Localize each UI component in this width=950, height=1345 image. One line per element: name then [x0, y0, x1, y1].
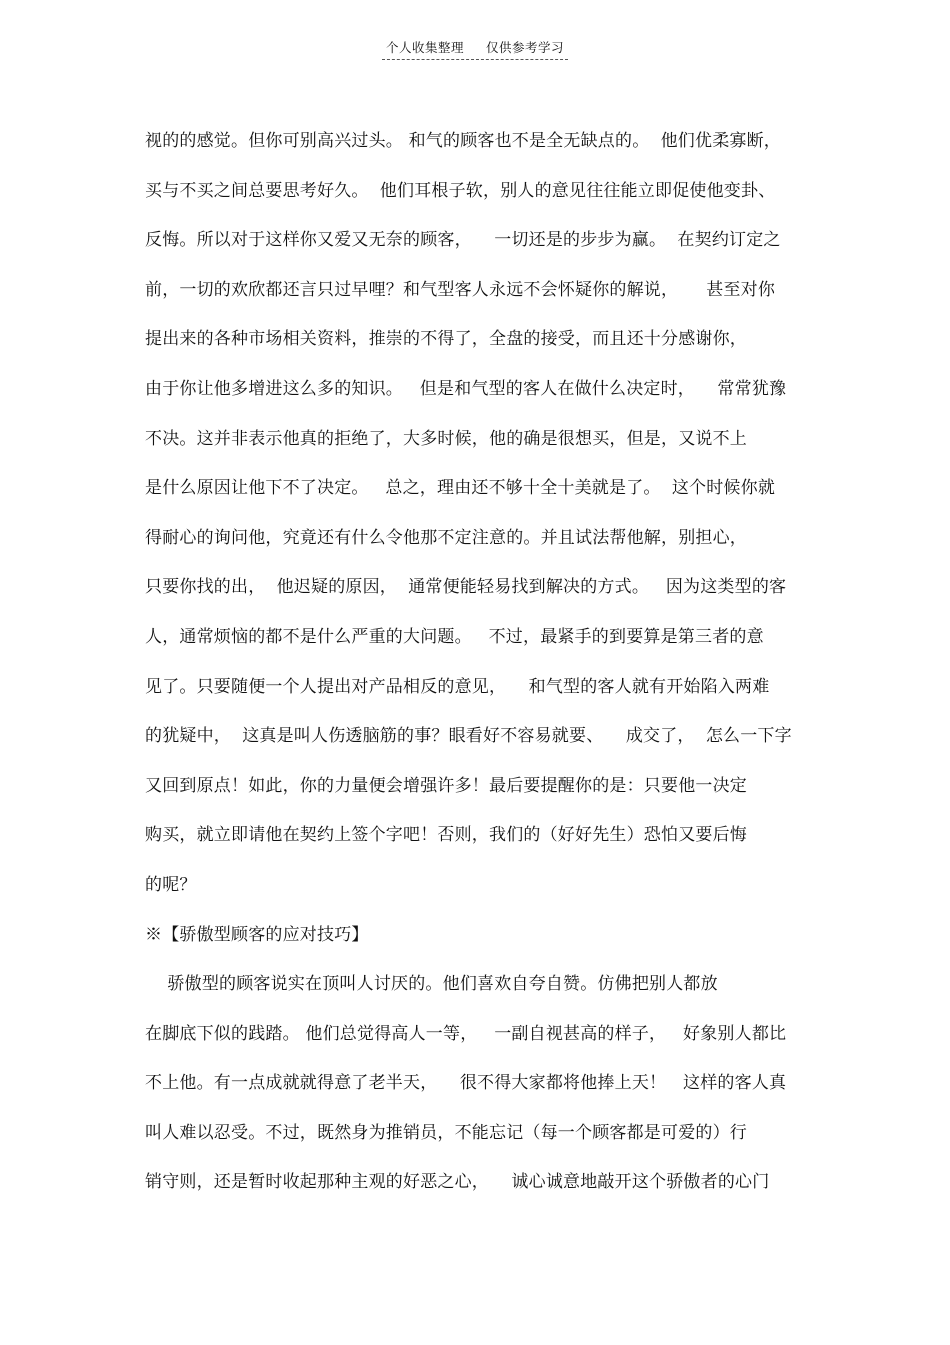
text-line: 只要你找的出， 他迟疑的原因， 通常便能轻易找到解决的方式。 因为这类型的客	[145, 577, 787, 598]
text-line: 由于你让他多增进这么多的知识。 但是和气型的客人在做什么决定时， 常常犹豫	[145, 378, 787, 399]
text-line: 销守则，还是暂时收起那种主观的好恶之心， 诚心诚意地敲开这个骄傲者的心门	[145, 1172, 770, 1193]
document-body	[145, 124, 815, 1215]
text-line: 买与不买之间总要思考好久。 他们耳根子软，别人的意见往往能立即促使他变卦、	[145, 180, 776, 201]
text-line: 人，通常烦恼的都不是什么严重的大问题。 不过，最紧手的到要算是第三者的意	[145, 626, 764, 647]
text-line: 又回到原点！如此，你的力量便会增强许多！最后要提醒你的是：只要他一决定	[145, 775, 747, 796]
text-line: 前，一切的欢欣都还言只过早哩？和气型客人永远不会怀疑你的解说， 甚至对你	[145, 279, 776, 300]
header-left-text: 个人收集整理	[385, 40, 464, 55]
text-line: 在脚底下似的践踏。 他们总觉得高人一等， 一副自视甚高的样子， 好象别人都比	[145, 1023, 787, 1044]
text-line: 不决。这并非表示他真的拒绝了，大多时候，他的确是很想买，但是，又说不上	[145, 428, 747, 449]
text-line: 得耐心的询问他，究竟还有什么令他那不定注意的。并且试法帮他解，别担心，	[145, 527, 747, 548]
text-line: 是什么原因让他下不了决定。 总之，理由还不够十全十美就是了。 这个时候你就	[145, 478, 776, 499]
text-line: 骄傲型的顾客说实在顶叫人讨厌的。他们喜欢自夸自赞。仿佛把别人都放	[145, 974, 718, 995]
text-line: 见了。只要随便一个人提出对产品相反的意见， 和气型的客人就有开始陷入两难	[145, 676, 770, 697]
header-right-text: 仅供参考学习	[486, 40, 565, 55]
text-line: 提出来的各种市场相关资料，推崇的不得了，全盘的接受，而且还十分感谢你，	[145, 329, 747, 350]
text-line: 购买，就立即请他在契约上签个字吧！否则，我们的（好好先生）恐怕又要后悔	[145, 825, 747, 846]
text-line: 反悔。所以对于这样你又爱又无奈的顾客， 一切还是的步步为赢。 在契约订定之	[145, 230, 781, 251]
section-heading: ※【骄傲型顾客的应对技巧】	[145, 924, 369, 945]
page-header	[0, 38, 950, 60]
text-line: 叫人难以忍受。不过，既然身为推销员，不能忘记（每一个顾客都是可爱的）行	[145, 1122, 747, 1143]
text-line: 的犹疑中， 这真是叫人伤透脑筋的事？眼看好不容易就要、 成交了， 怎么一下字	[145, 726, 792, 747]
text-line: 不上他。有一点成就就得意了老半天， 很不得大家都将他捧上天！ 这样的客人真	[145, 1073, 787, 1094]
text-line: 视的的感觉。但你可别高兴过头。 和气的顾客也不是全无缺点的。 他们优柔寡断，	[145, 131, 782, 151]
header-line	[382, 38, 568, 60]
text-line: 的呢？	[145, 874, 197, 895]
